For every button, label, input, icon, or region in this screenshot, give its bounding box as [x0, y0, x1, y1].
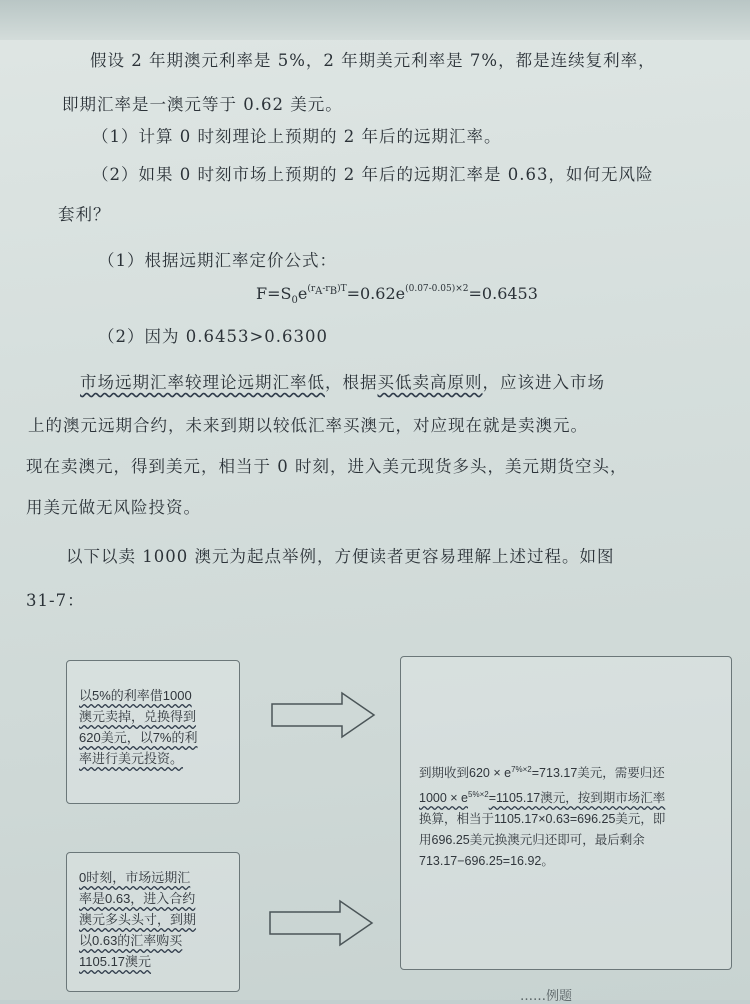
example-line-2: 31-7： [26, 591, 85, 610]
arrow-right-icon-2 [268, 898, 378, 948]
page-footer-caption: ……例题 [520, 989, 573, 1004]
forward-rate-formula: $F=S_0e^{(r_A-r_B)T}=0.62e^{(0.07-0.05)\times 2}=0.6453$ [256, 284, 538, 307]
step-box-borrow: 以5%的利率借1000 澳元卖掉，兑换得到 620美元，以7%的利 率进行美元投资。 [66, 660, 240, 804]
question-2-line-a: （2）如果 0 时刻市场上预期的 2 年后的远期汇率是 0.63，如何无风险 [92, 165, 654, 184]
method-line-3: 现在卖澳元，得到美元，相当于 0 时刻，进入美元现货多头，美元期货空头， [26, 457, 628, 476]
underlined-phrase-2: 买低卖高原则 [377, 373, 483, 392]
step-box-forward-contract: 0时刻，市场远期汇 率是0.63，进入合约 澳元多头头寸，到期 以0.63的汇率购买 1105.17澳元 [66, 852, 240, 992]
problem-line-2: 即期汇率是一澳元等于 0.62 美元。 [62, 95, 343, 114]
result-box-settlement: 到期收到$620 \times e^{7\%\times 2}=713.17$美元，需要归还 $1000 \times e^{5\%\times 2}=1105.17$澳元，按到期市场汇率 换算，相当于1105.17×0.63=696.25美元，即 用696.25美元换澳元归还即可，最后剩余 713.17−696.25=16.92。 [400, 656, 732, 970]
problem-line-1: 假设 2 年期澳元利率是 5%，2 年期美元利率是 7%，都是连续复利率， [90, 51, 656, 70]
method-line-2: 上的澳元远期合约，未来到期以较低汇率买澳元，对应现在就是卖澳元。 [28, 416, 588, 435]
answer-2: （2）因为 0.6453>0.6300 [98, 327, 329, 346]
page-top-shadow [0, 0, 750, 40]
method-line-4: 用美元做无风险投资。 [26, 498, 201, 517]
question-1: （1）计算 0 时刻理论上预期的 2 年后的远期汇率。 [92, 127, 502, 146]
underlined-phrase-1: 市场远期汇率较理论远期汇率低 [80, 373, 325, 392]
example-line-1: 以下以卖 1000 澳元为起点举例，方便读者更容易理解上述过程。如图 [66, 547, 615, 566]
method-line-1: 市场远期汇率较理论远期汇率低，根据买低卖高原则，应该进入市场 [80, 373, 605, 392]
question-2-line-b: 套利？ [58, 205, 111, 224]
arrow-right-icon [270, 690, 380, 740]
answer-1: （1）根据远期汇率定价公式： [98, 251, 337, 270]
